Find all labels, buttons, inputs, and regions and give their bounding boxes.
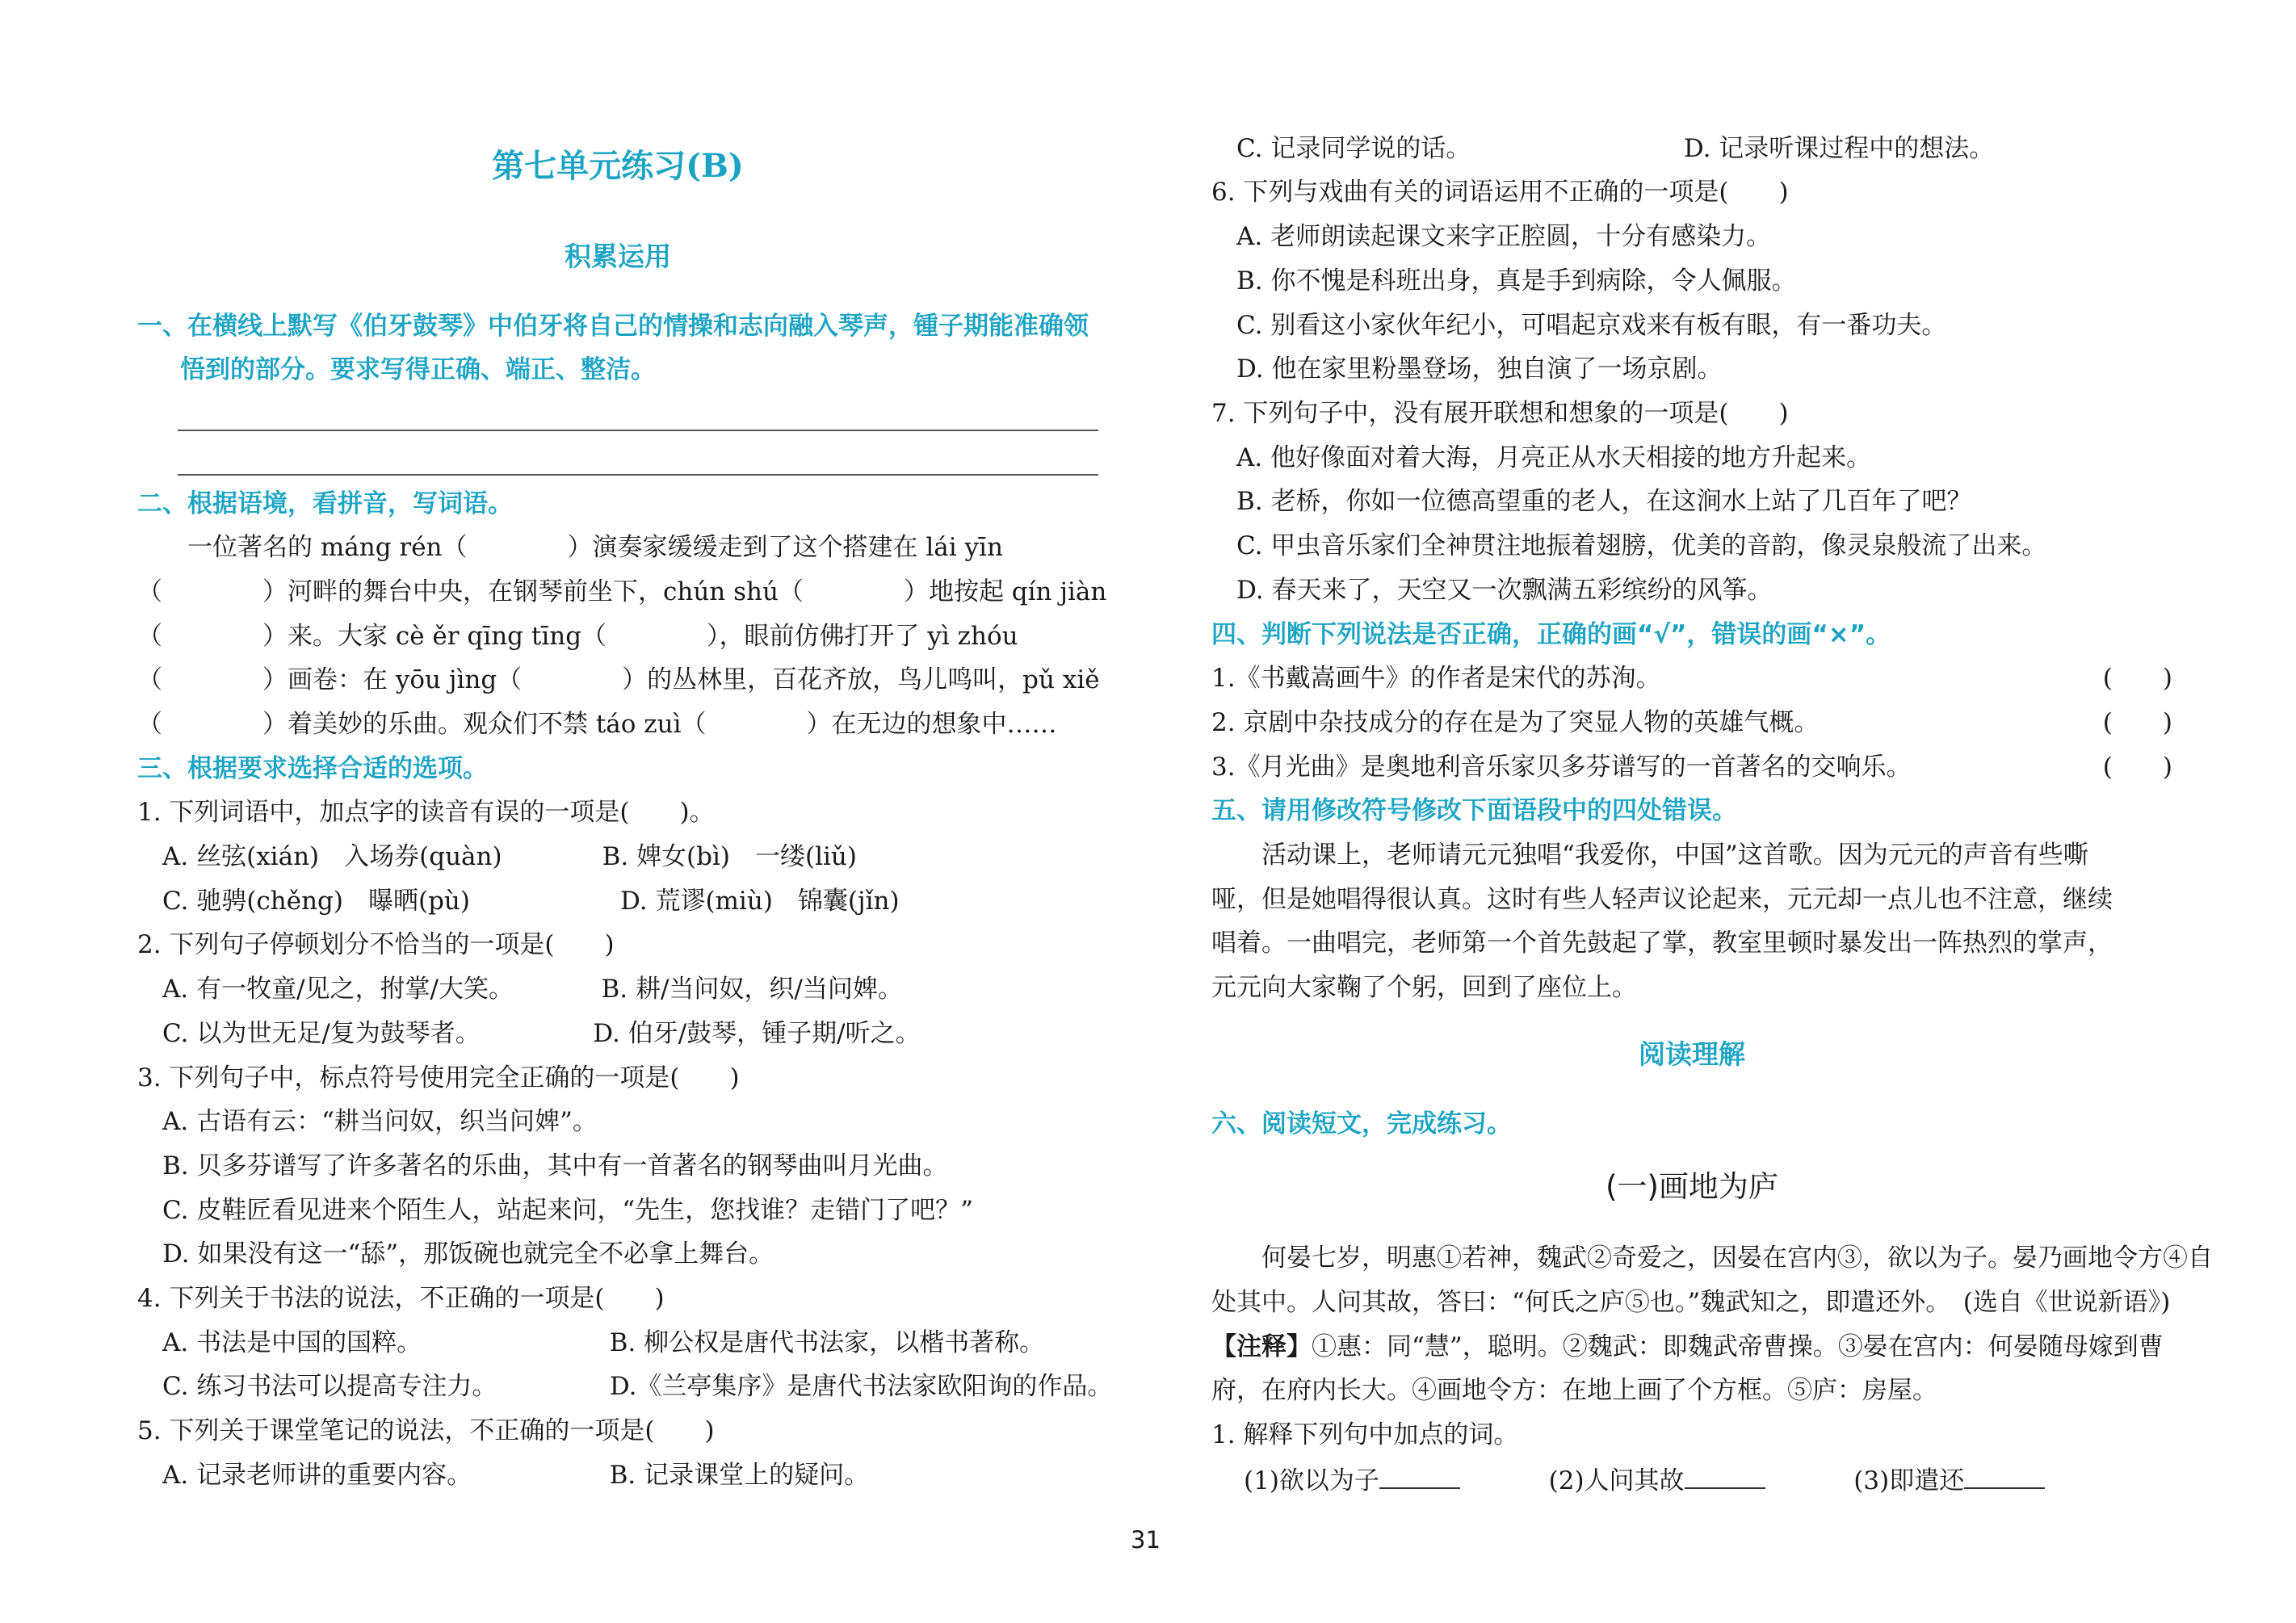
q3-line: C. 以为世无足/复为鼓琴者。 D. 伯牙/鼓琴，锺子期/听之。 — [137, 1019, 921, 1048]
q3-line: 3. 下列句子中，标点符号使用完全正确的一项是( ) — [137, 1063, 740, 1092]
q3-line: D. 如果没有这一“舔”，那饭碗也就完全不必拿上舞台。 — [137, 1239, 774, 1269]
note-line: 府，在府内长大。④画地令方：在地上画了个方框。⑤庐：房屋。 — [1211, 1376, 1937, 1405]
q3-line: 6. 下列与戏曲有关的词语运用不正确的一项是( ) — [1211, 178, 1789, 207]
blank-label: (2)人问其故 — [1548, 1466, 1685, 1495]
q5-line: 哑，但是她唱得很认真。这时有些人轻声议论起来，元元却一点儿也不注意，继续 — [1211, 885, 2113, 914]
q3-line: C. 练习书法可以提高专注力。 D.《兰亭集序》是唐代书法家欧阳询的作品。 — [137, 1372, 1113, 1401]
fill-blank[interactable] — [1379, 1463, 1460, 1489]
answer-paren[interactable]: ( ) — [2102, 708, 2172, 737]
q3-line: 1. 下列词语中，加点字的读音有误的一项是( )。 — [137, 798, 715, 827]
q3-line: A. 记录老师讲的重要内容。 B. 记录课堂上的疑问。 — [137, 1461, 870, 1490]
page-number: 31 — [1131, 1526, 1161, 1554]
q5-heading: 五、请用修改符号修改下面语段中的四处错误。 — [1211, 796, 1737, 825]
q3-heading: 三、根据要求选择合适的选项。 — [137, 754, 488, 783]
page-title: 第七单元练习(B) — [492, 147, 744, 185]
answer-paren[interactable]: ( ) — [2102, 753, 2172, 782]
fill-blank[interactable] — [1685, 1463, 1765, 1489]
q2-line: （ ）着美妙的乐曲。观众们不禁 táo zuì（ ）在无边的想象中…… — [137, 710, 1057, 739]
q4-item — [1211, 662, 2172, 694]
passage-line: 处其中。人问其故，答曰：“何氏之庐⑤也。”魏武知之，即遣还外。 (选自《世说新语》) — [1211, 1288, 2171, 1317]
q3-line: A. 有一牧童/见之，拊掌/大笑。 B. 耕/当问奴，织/当问婢。 — [137, 975, 903, 1004]
q3-line: A. 老师朗读起课文来字正腔圆，十分有感染力。 — [1211, 222, 1772, 251]
passage-line: 何晏七岁，明惠①若神，魏武②奇爱之，因晏在宫内③，欲以为子。晏乃画地令方④自 — [1211, 1243, 2213, 1273]
q3-line: C. 皮鞋匠看见进来个陌生人，站起来问，“先生，您找谁？走错门了吧？” — [137, 1196, 974, 1225]
q3-line: B. 你不愧是科班出身，真是手到病除，令人佩服。 — [1211, 266, 1797, 296]
section-title-reading: 阅读理解 — [1639, 1038, 1745, 1070]
q4-item — [1211, 707, 2172, 739]
q3-line: A. 书法是中国的国粹。 B. 柳公权是唐代书法家，以楷书著称。 — [137, 1328, 1045, 1357]
answer-paren[interactable]: ( ) — [2102, 664, 2172, 693]
q3-line: 2. 下列句子停顿划分不恰当的一项是( ) — [137, 930, 615, 959]
q2-line: （ ）画卷：在 yōu jìng（ ）的丛林里，百花齐放，鸟儿鸣叫，pǔ xiě — [137, 665, 1100, 694]
q3-line: C. 甲虫音乐家们全神贯注地振着翅膀，优美的音韵，像灵泉般流了出来。 — [1211, 531, 2047, 560]
q3-line: C. 驰骋(chěng) 曝晒(pù) D. 荒谬(miù) 锦囊(jǐn) — [137, 887, 900, 916]
q3-line: C. 记录同学说的话。 D. 记录听课过程中的想法。 — [1211, 134, 1995, 163]
q6-sub1: 1. 解释下列句中加点的词。 — [1211, 1420, 1519, 1449]
q4-item-text: 2. 京剧中杂技成分的存在是为了突显人物的英雄气概。 — [1211, 708, 1820, 737]
q4-item — [1211, 751, 2172, 783]
q3-line: C. 别看这小家伙年纪小，可唱起京戏来有板有眼，有一番功夫。 — [1211, 311, 1947, 340]
note-text: ①惠：同“慧”，聪明。②魏武：即魏武帝曹操。③晏在宫内：何晏随母嫁到曹 — [1312, 1332, 2164, 1361]
section-title-accumulate: 积累运用 — [565, 241, 671, 272]
q2-line: （ ）来。大家 cè ěr qīng tīng（ ），眼前仿佛打开了 yì zhóu — [137, 622, 1018, 651]
q3-line: D. 春天来了，天空又一次飘满五彩缤纷的风筝。 — [1211, 576, 1773, 605]
q5-line: 唱着。一曲唱完，老师第一个首先鼓起了掌，教室里顿时暴发出一阵热烈的掌声， — [1211, 929, 2113, 958]
q4-item-text: 1.《书戴嵩画牛》的作者是宋代的苏洵。 — [1211, 664, 1661, 693]
q2-heading: 二、根据语境，看拼音，写词语。 — [137, 489, 513, 518]
q3-line: A. 他好像面对着大海，月亮正从水天相接的地方升起来。 — [1211, 443, 1872, 472]
note-label: 【注释】 — [1211, 1332, 1312, 1361]
fill-blank[interactable] — [1964, 1463, 2045, 1489]
note-line — [1211, 1331, 2164, 1363]
q3-line: 4. 下列关于书法的说法，不正确的一项是( ) — [137, 1284, 665, 1313]
q3-line: 5. 下列关于课堂笔记的说法，不正确的一项是( ) — [137, 1416, 715, 1445]
q3-line: B. 贝多芬谱写了许多著名的乐曲，其中有一首著名的钢琴曲叫月光曲。 — [137, 1151, 948, 1181]
q3-line: D. 他在家里粉墨登场，独自演了一场京剧。 — [1211, 354, 1723, 384]
blank-label: (1)欲以为子 — [1244, 1466, 1379, 1495]
answer-line[interactable] — [178, 474, 1098, 476]
q2-line: （ ）河畔的舞台中央，在钢琴前坐下，chún shú（ ）地按起 qín jiàn — [137, 577, 1107, 606]
q5-line: 元元向大家鞠了个躬，回到了座位上。 — [1211, 973, 1637, 1002]
answer-line[interactable] — [178, 430, 1098, 431]
q4-heading: 四、判断下列说法是否正确，正确的画“√”，错误的画“×”。 — [1211, 620, 1891, 649]
q4-item-text: 3.《月光曲》是奥地利音乐家贝多芬谱写的一首著名的交响乐。 — [1211, 753, 1912, 782]
q2-line: 一位著名的 máng rén（ ）演奏家缓缓走到了这个搭建在 lái yīn — [137, 533, 1003, 562]
blank-row — [1244, 1463, 2045, 1497]
blank-label: (3)即遣还 — [1853, 1466, 1965, 1495]
q3-line: A. 古语有云：“耕当问奴，织当问婢”。 — [137, 1107, 598, 1136]
q3-line: A. 丝弦(xián) 入场券(quàn) B. 婢女(bì) 一缕(liǔ) — [137, 842, 857, 871]
passage-title: (一)画地为庐 — [1606, 1169, 1778, 1204]
q6-heading: 六、阅读短文，完成练习。 — [1211, 1109, 1512, 1139]
q3-line: 7. 下列句子中，没有展开联想和想象的一项是( ) — [1211, 399, 1789, 428]
q5-line: 活动课上，老师请元元独唱“我爱你，中国”这首歌。因为元元的声音有些嘶 — [1211, 841, 2088, 870]
q1-heading-line1: 一、在横线上默写《伯牙鼓琴》中伯牙将自己的情操和志向融入琴声，锺子期能准确领 — [137, 312, 1089, 341]
q3-line: B. 老桥，你如一位德高望重的老人，在这涧水上站了几百年了吧？ — [1211, 487, 1972, 516]
q1-heading-line2: 悟到的部分。要求写得正确、端正、整洁。 — [180, 355, 656, 384]
